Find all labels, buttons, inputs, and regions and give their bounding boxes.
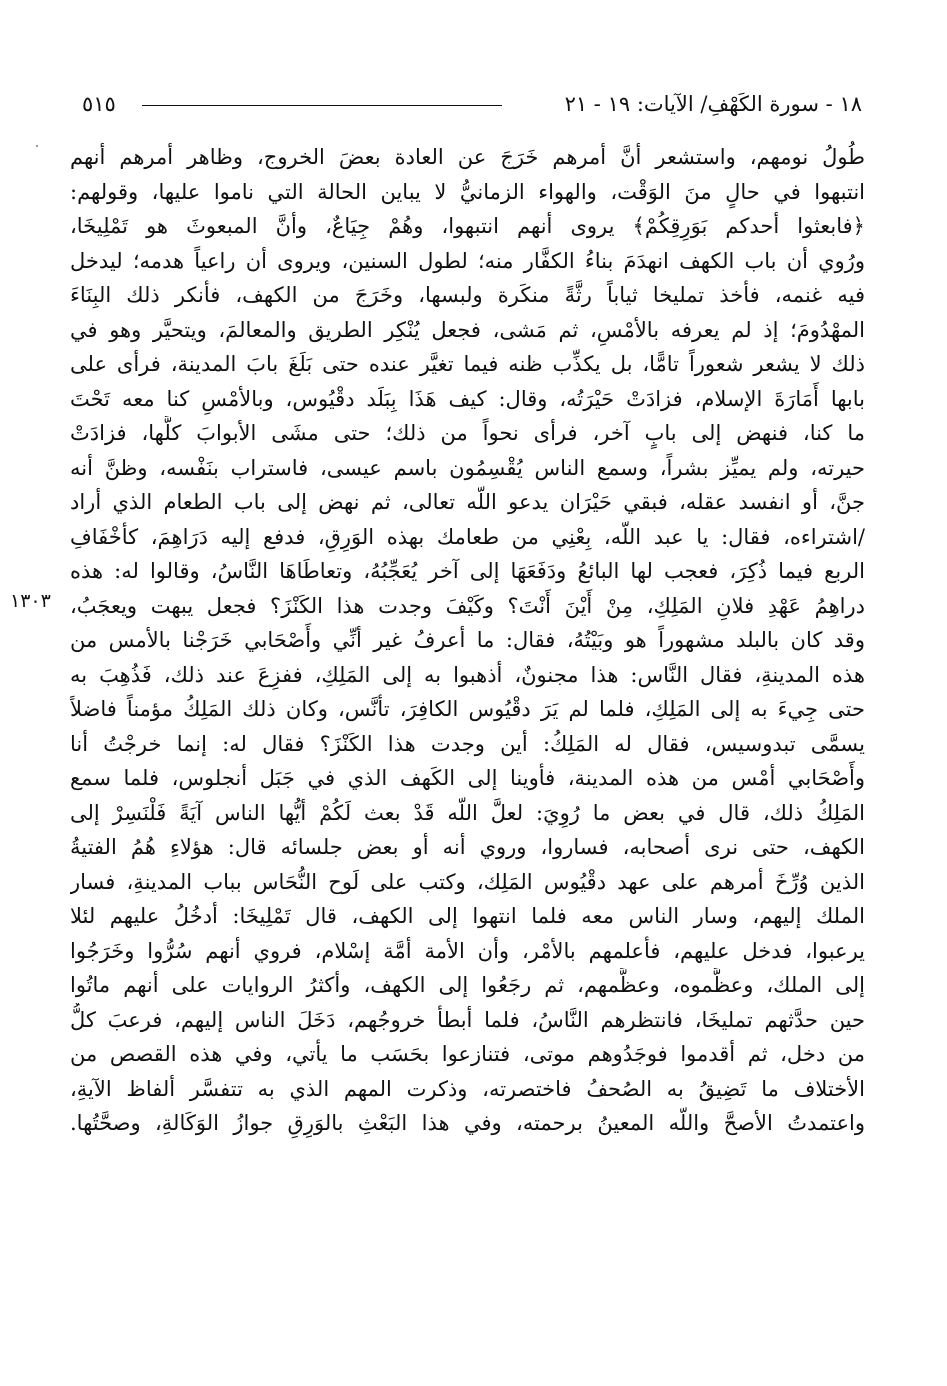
text-line: الأختلاف ما تَضِيقُ به الصُحفُ فاختصرته، وذكرت المهم الذي به تتفسَّر ألفاظ الآيةِ،	[70, 1076, 865, 1101]
text-line: إلى الملك، وعظَّموه، وعظَّمهم، ثم رجَعُوا إلى الكهف، وأكثرُ الروايات على أنهم ماتُوا	[70, 973, 865, 997]
text-line: فيه غنمه، فأخذ تمليخا ثياباً رثَّةً منكَرة ولبسها، وخَرَجَ من الكهف، فأنكر ذلك البِنَاءَ	[70, 283, 865, 307]
text-line: يرعبوا، فدخل عليهم، فأعلمهم بالأمْر، وأن الأمة أمَّة إسْلام، فروي أنهم سُرُّوا وخَرَجُوا	[70, 938, 865, 963]
text-line: بابها أَمَارَةَ الإسلام، فزادَتْ حَيْرَتُه، وقال: كيف هَذَا بِبَلَد دقْيُوس، وبالأمْسِ كنا معه تَحْتَ	[70, 386, 865, 411]
text-line: واعتمدتُ الأصحَّ واللّه المعينُ برحمته، وفي هذا البَعْثِ بالوَرِقِ جوازُ الوَكَالةِ، وصحَّتُها.	[70, 1111, 865, 1135]
text-line: المهْدُومَ؛ إذ لم يعرفه بالأمْسِ، ثم مَشى، فجعل يُنْكِر الطريق والمعالمَ، ويتحيَّر وهو في	[70, 317, 865, 342]
text-line: حين حدَّثهم تمليخَا، فانتظرهم النَّاسُ، فلما أبطأ خروجُهم، دَخَلَ الناس إليهم، فرعبَ كلُّ	[70, 1007, 865, 1032]
text-line: ما كنا، فنهض إلى بابٍ آخر، فرأى نحواً من ذلك؛ حتى مشَى الأبوابَ كلَّها، فزادَتْ	[70, 421, 865, 445]
page-number: ٥١٥	[82, 92, 116, 116]
running-header	[82, 90, 862, 120]
text-line: الملك إليهم، وسار الناس معه فلما انتهوا إلى الكهف، قال تَمْلِيخَا: أدخُلُ عليهم لئلا	[70, 904, 865, 928]
margin-mark	[36, 145, 38, 147]
text-line: وقد كان بالبلد مشهوراً هو وبَيْتُهُ، فقال: ما أعرفُ غير أنِّي وأَصْحَابي خَرَجْنا بالأمس من	[70, 628, 865, 652]
text-line: جنَّ، أو انفسد عقله، فبقي حَيْرَان يدعو اللّه تعالى، ثم نهض إلى باب الطعام الذي أراد	[70, 490, 865, 514]
text-line: الربع فيما ذُكِرَ، فعجب لها البائعُ ودَفَعَهَا إلى آخر يُعَجِّبُهُ، وتعاطَاهَا النَّاسُ، وقالوا له: هذه	[70, 559, 865, 583]
text-line: /اشتراءه، فقال: يا عبد اللّه، بِعْنِي من طعامك بهذه الوَرِقِ، فدفع إليه دَرَاهِمَ، كأخْفَافِ	[70, 524, 865, 549]
text-line: هذه المدينةِ، فقال النَّاس: هذا مجنونٌ، أذهبوا به إلى المَلِكِ، ففزِعَ عند ذلك، فَذُهِبَ به	[70, 662, 865, 687]
text-line: ورُوي أن باب الكهف انهدَمَ بناءُ الكفَّار منه؛ لطول السنين، ويروى أن راعياً هدمه؛ ليدخل	[70, 248, 865, 273]
text-line: الكهف، حتى نرى أصحابه، فساروا، وروي أنه أو بعض جلسائه قال: هؤلاءِ هُمُ الفتيةُ	[70, 835, 865, 859]
text-line: ﴿فابعثوا أحدكم بَوَرِقِكُمْ﴾ يروى أنهم انتبهوا، وهُمْ جِيَاعٌ، وأنَّ المبعوثَ هو تَمْلِيخَا،	[70, 214, 865, 238]
surah-title: ١٨ - سورة الكَهْفِ/ الآيات: ١٩ - ٢١	[564, 92, 862, 116]
text-line: حتى جِيءَ به إلى المَلِكِ، فلما لم يَرَ دقْيُوس الكافِرَ، تأنَّس، وكان ذلك المَلِكُ مؤمناً فاضلاً	[70, 697, 865, 721]
text-line: ذلك لا يشعر شعوراً تامًّا، بل يكذِّب ظنه فيما تغيَّر عنده حتى بَلَغَ بابَ المدينة، فرأى على	[70, 352, 865, 376]
text-line: من دخل، ثم أقدموا فوجَدُوهم موتى، فتنازعوا بحَسَب ما يأتي، وفي هذه القصص من	[70, 1042, 865, 1066]
text-line: حيرته، ولم يميِّز بشراً، وسمع الناس يُقْسِمُون باسم عيسى، فاستراب بنَفْسه، وظنَّ أنه	[70, 455, 865, 480]
margin-reference-number: ١٣٠٣	[10, 590, 51, 612]
text-line: الذين وُرِّخَ أمرهم على عهد دقْيُوس المَلِك، وكتب على لَوح النُّحَاس بباب المدينةِ، فسار	[70, 869, 865, 894]
text-line: طُولُ نومهم، واستشعر أنَّ أمرهم خَرَجَ عن العادة بعضَ الخروج، وظاهر أمرهم أنهم	[70, 145, 865, 169]
text-line: يسمَّى تبدوسيس، فقال له المَلِكُ: أين وجدت هذا الكَنْزَ؟ فقال له: إنما خرجْتُ أنا	[70, 731, 865, 756]
text-line: وأَصْحَابي أمْس من هذه المدينة، فأوينا إلى الكَهف الذي في جَبَل أنجلوس، فلما سمع	[70, 766, 865, 790]
text-line: انتبهوا في حالٍ منَ الوَقْت، والهواء الزمانيُّ لا يباين الحالة التي ناموا عليها، وقولهم:	[70, 179, 865, 204]
text-line: دراهِمُ عَهْدِ فلانِ المَلِكِ، مِنْ أَيْنَ أَنْتَ؟ وكَيْفَ وجدت هذا الكَنْزَ؟ فجعل يبهت ويعجَبُ،	[70, 593, 865, 618]
text-line: المَلِكُ ذلك، قال في بعض ما رُوِيَ: لعلَّ اللّه قَدْ بعث لَكُمْ أيُّها الناس آيَةً فَلْنَسِرْ إلى	[70, 800, 865, 825]
header-rule	[142, 105, 502, 106]
body-text	[70, 140, 865, 1141]
